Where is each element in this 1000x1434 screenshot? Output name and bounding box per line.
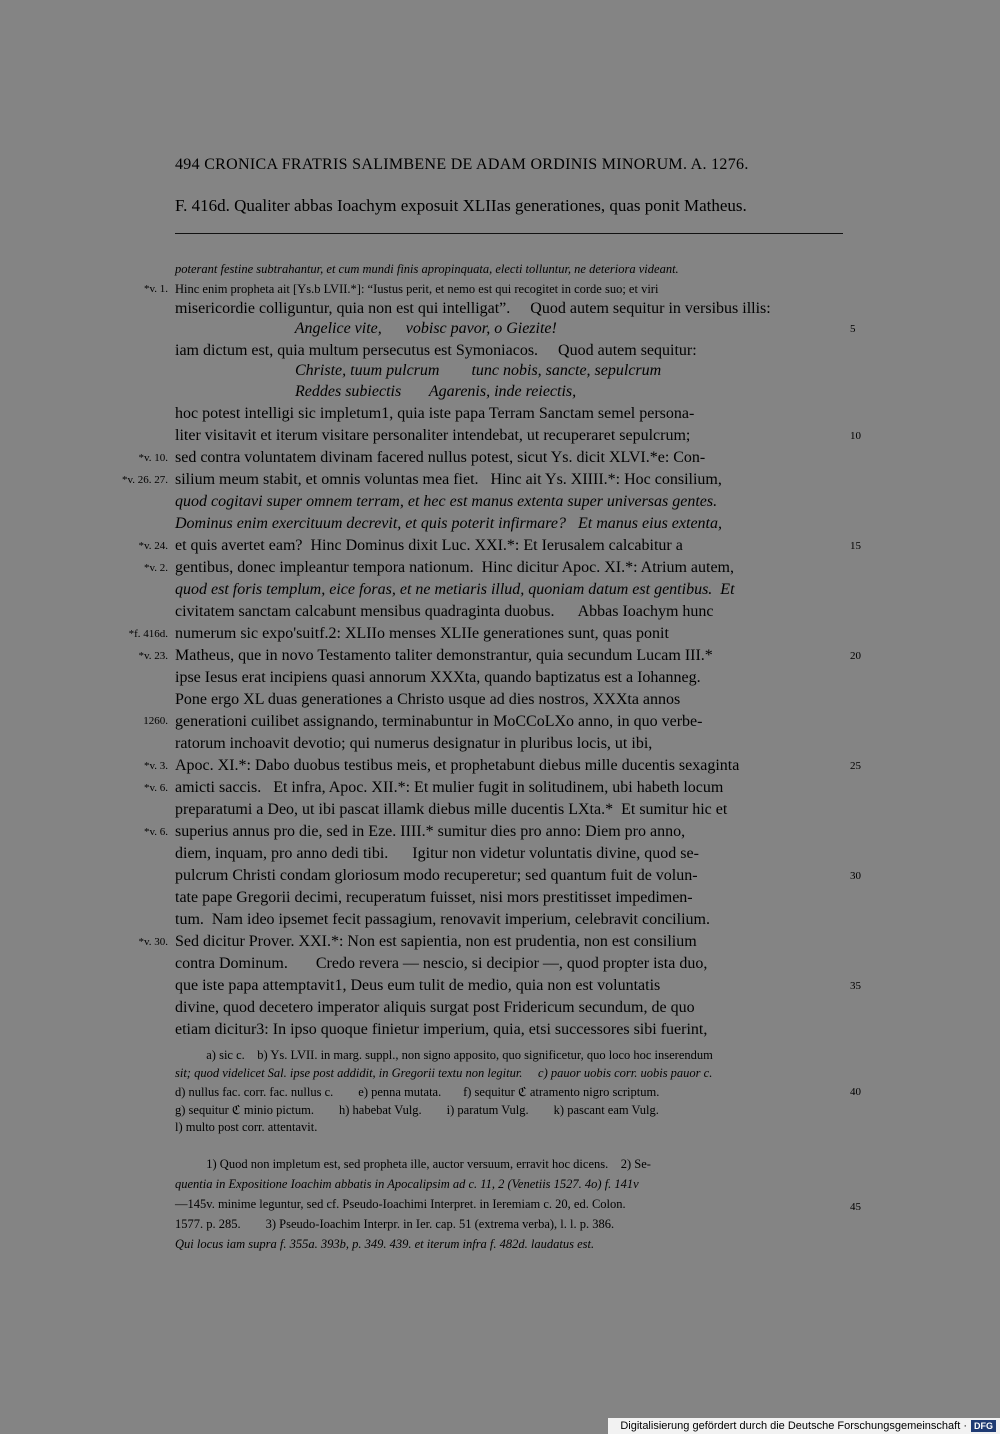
line-number: 45 [850,1201,861,1213]
text-line: quod cogitavi super omnem terram, et hec est manus extenta super universas gentes. [175,493,718,510]
text-line: divine, quod decetero imperator aliquis surgat post Fridericum secundum, de quo [175,999,695,1016]
text-line: sit; quod videlicet Sal. ipse post addidit, in Gregorii textu non legitur. c) pauor uobis corr. uobis pauor c. [175,1066,713,1080]
margin-reference: *v. 23. [138,650,168,662]
text-line: a) sic c. b) Ys. LVII. in marg. suppl., non signo apposito, quo significetur, quo loco hoc inserendum [175,1048,713,1062]
text-line: misericordie colliguntur, quia non est qui intelligat”. Quod autem sequitur in versibus illis: [175,300,771,317]
text-line: amicti saccis. Et infra, Apoc. XII.*: Et mulier fugit in solitudinem, ubi habeth locum [175,779,724,796]
text-line: civitatem sanctam calcabunt mensibus quadraginta duobus. Abbas Ioachym hunc [175,603,714,620]
digitization-footer [608,1418,1000,1434]
text-line: Dominus enim exercituum decrevit, et quis poterit infirmare? Et manus eius extenta, [175,515,722,532]
text-line: ipse Iesus erat incipiens quasi annorum XXXta, quando baptizatus est a Iohanneg. [175,669,701,686]
text-line: contra Dominum. Credo revera — nescio, si decipior —, quod propter ista duo, [175,955,708,972]
text-line: 1577. p. 285. 3) Pseudo-Ioachim Interpr. in Ier. cap. 51 (extrema verba), l. l. p. 386. [175,1217,615,1231]
text-line: Apoc. XI.*: Dabo duobus testibus meis, et prophetabunt diebus mille ducentis sexaginta [175,757,740,774]
text-line: sed contra voluntatem divinam facered nullus potest, sicut Ys. dicit XLVI.*e: Con- [175,449,706,466]
text-line: iam dictum est, quia multum persecutus est Symoniacos. Quod autem sequitur: [175,342,697,359]
text-line: ratorum inchoavit devotio; qui numerus designatur in pluribus locis, ut ibi, [175,735,653,752]
line-number: 40 [850,1086,861,1098]
line-number: 10 [850,430,861,442]
text-line: diem, inquam, pro anno dedi tibi. Igitur non videtur voluntatis divine, quod se- [175,845,699,862]
dfg-logo: DFG [971,1420,996,1432]
margin-reference: *v. 2. [143,562,168,574]
line-number: 25 [850,760,861,772]
line-number: 5 [850,323,856,335]
line-number: 15 [850,540,861,552]
text-line: etiam dicitur3: In ipso quoque finietur imperium, quia, etsi successores sibi fuerint, [175,1021,708,1038]
footer-text: Digitalisierung gefördert durch die Deutsche Forschungsgemeinschaft · [620,1420,967,1432]
text-line: g) sequitur ℭ minio pictum. h) habebat Vulg. i) paratum Vulg. k) pascant eam Vulg. [175,1103,659,1117]
text-line: superius annus pro die, sed in Eze. IIII.* sumitur dies pro anno: Diem pro anno, [175,823,686,840]
margin-reference: *v. 6. [143,826,168,838]
margin-reference: *v. 1. [143,283,168,295]
margin-reference: *v. 26. 27. [121,474,168,486]
text-line: silium meum stabit, et omnis voluntas mea fiet. Hinc ait Ys. XIIII.*: Hoc consilium, [175,471,722,488]
text-line: generationi cuilibet assignando, terminabuntur in MoCCoLXo anno, in quo verbe- [175,713,703,730]
margin-reference: *v. 30. [138,936,168,948]
text-line: et quis avertet eam? Hinc Dominus dixit Luc. XXI.*: Et Ierusalem calcabitur a [175,537,683,554]
text-line: que iste papa attemptavit1, Deus eum tulit de medio, quia non est voluntatis [175,977,661,994]
text-line: Angelice vite, vobisc pavor, o Giezite! [175,320,557,337]
margin-reference: *f. 416d. [128,628,168,640]
line-number: 20 [850,650,861,662]
text-line: hoc potest intelligi sic impletum1, quia iste papa Terram Sanctam semel persona- [175,405,695,422]
text-line: d) nullus fac. corr. fac. nullus c. e) penna mutata. f) sequitur ℭ atramento nigro scriptum. [175,1085,660,1099]
text-line: Qui locus iam supra f. 355a. 393b, p. 349. 439. et iterum infra f. 482d. laudatus est. [175,1237,595,1251]
text-line: quod est foris templum, eice foras, et ne metiaris illud, quoniam datum est gentibus. Et [175,581,735,598]
text-line: preparatumi a Deo, ut ibi pascat illamk diebus mille ducentis LXta.* Et sumitur hic et [175,801,728,818]
text-line: poterant festine subtrahantur, et cum mundi finis apropinquata, electi tolluntur, ne deteriora videant. [175,262,679,276]
running-header: 494 CRONICA FRATRIS SALIMBENE DE ADAM ORDINIS MINORUM. A. 1276. [175,156,749,173]
text-line: tum. Nam ideo ipsemet fecit passagium, renovavit imperium, celebravit concilium. [175,911,710,928]
text-line: l) multo post corr. attentavit. [175,1120,318,1134]
section-title: F. 416d. Qualiter abbas Ioachym exposuit XLIIas generationes, quas ponit Matheus. [175,196,747,215]
text-line: 1) Quod non impletum est, sed propheta ille, auctor versuum, erravit hoc dicens. 2) Se- [175,1157,651,1171]
text-line: Pone ergo XL duas generationes a Christo usque ad dies nostros, XXXta annos [175,691,681,708]
text-line: Hinc enim propheta ait [Ys.b LVII.*]: “Iustus perit, et nemo est qui recogitet in corde suo; et viri [175,282,659,296]
text-line: Reddes subiectis Agarenis, inde reiectis, [175,383,577,400]
line-number: 35 [850,980,861,992]
header-rule [175,233,843,234]
text-line: tate pape Gregorii decimi, recuperatum fuisset, nisi mors prestitisset impedimen- [175,889,693,906]
line-number: 30 [850,870,861,882]
text-line: liter visitavit et iterum visitare personaliter intendebat, ut recuperaret sepulcrum; [175,427,691,444]
text-line: Sed dicitur Prover. XXI.*: Non est sapientia, non est prudentia, non est consilium [175,933,697,950]
text-line: Matheus, que in novo Testamento taliter demonstrantur, quia secundum Lucam III.* [175,647,713,664]
margin-reference: *v. 6. [143,782,168,794]
text-line: quentia in Expositione Ioachim abbatis in Apocalipsim ad c. 11, 2 (Venetiis 1527. 4o) f. 141v [175,1177,639,1191]
text-line: numerum sic expo'suitf.2: XLIIo menses XLIIe generationes sunt, quas ponit [175,625,669,642]
text-line: —145v. minime leguntur, sed cf. Pseudo-Ioachimi Interpret. in Ieremiam c. 20, ed. Colon. [175,1197,626,1211]
text-line: Christe, tuum pulcrum tunc nobis, sancte, sepulcrum [175,362,662,379]
margin-reference: *v. 3. [143,760,168,772]
margin-reference: *v. 10. [138,452,168,464]
margin-reference: *v. 24. [138,540,168,552]
text-line: gentibus, donec impleantur tempora nationum. Hinc dicitur Apoc. XI.*: Atrium autem, [175,559,734,576]
text-line: pulcrum Christi condam gloriosum modo recuperetur; sed quantum fuit de volun- [175,867,698,884]
margin-reference: 1260. [143,715,168,727]
